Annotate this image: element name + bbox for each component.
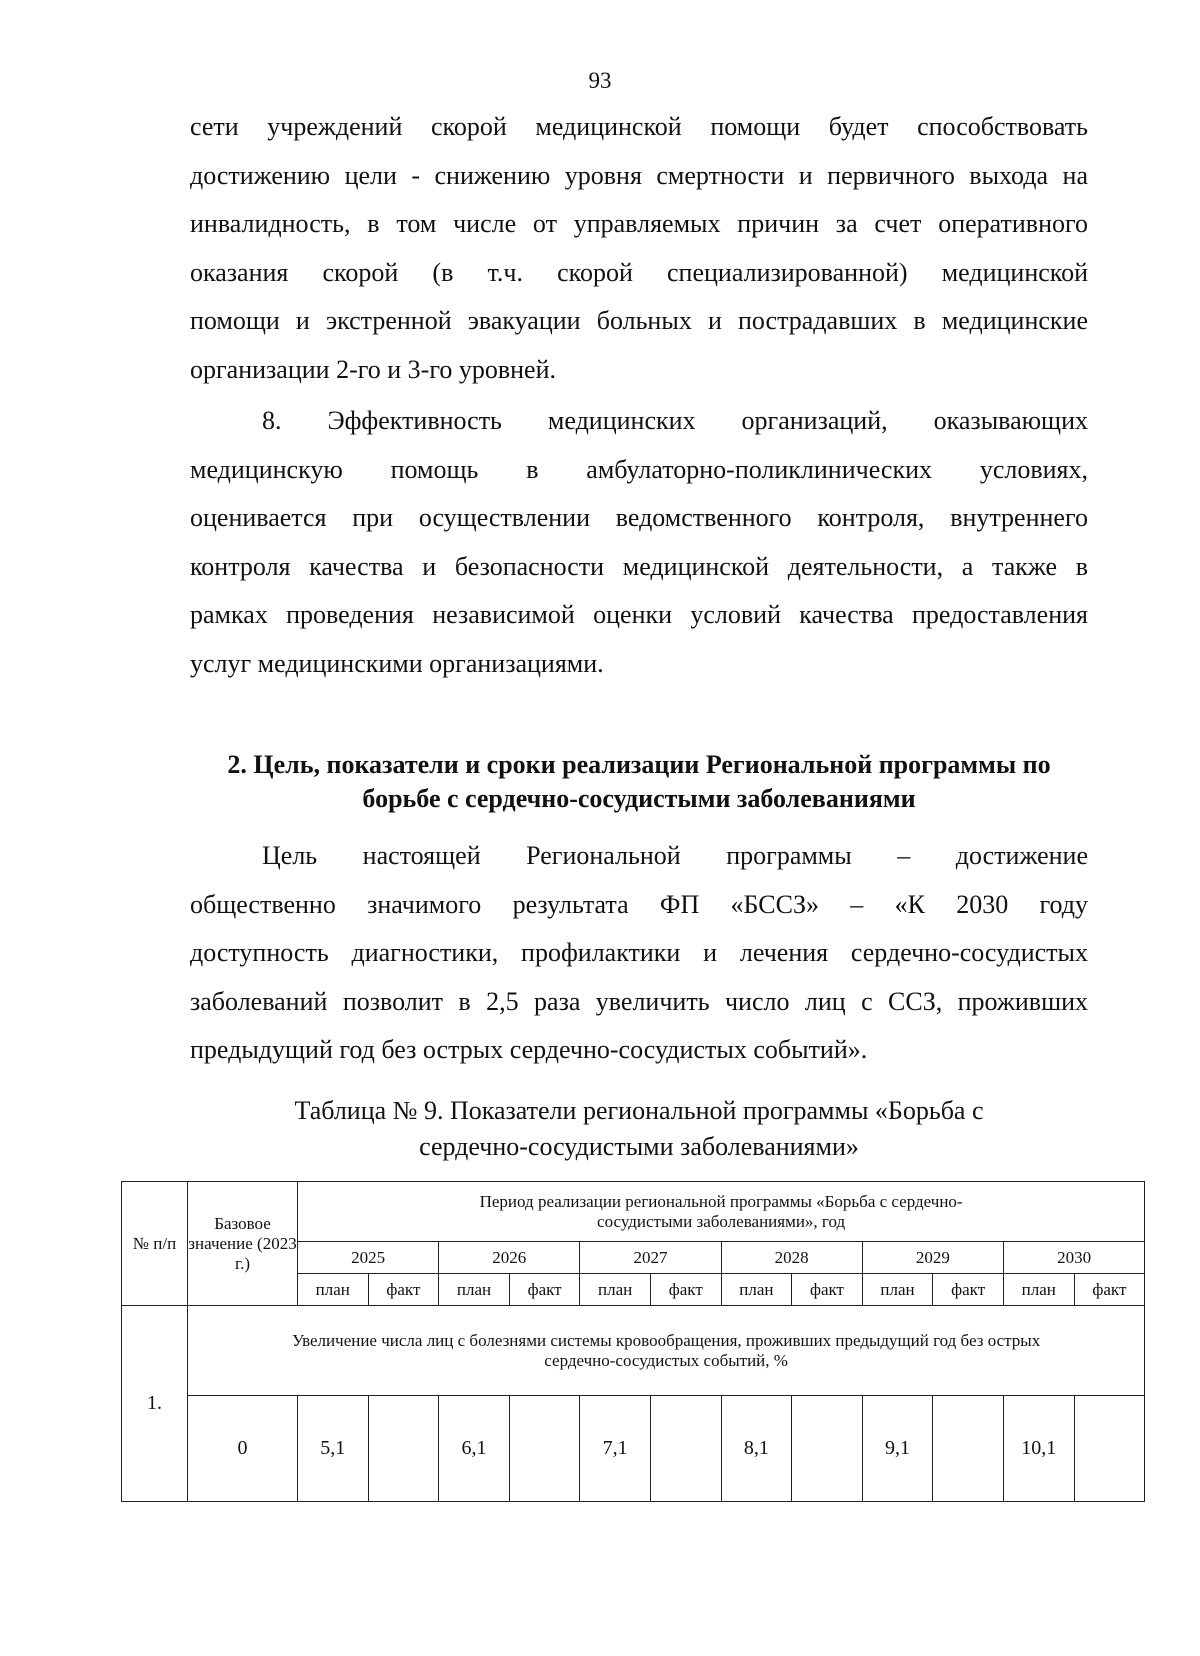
text-line: заболеваний позволит в 2,5 раза увеличить число лиц с ССЗ, проживших [190, 986, 1088, 1016]
text-line: сети учреждений скорой медицинской помощи будет способствовать [190, 112, 1088, 141]
text-line: организации 2-го и 3-го уровней. [190, 354, 556, 384]
header-plan: план [580, 1274, 651, 1306]
header-number: № п/п [122, 1182, 188, 1306]
header-plan: план [439, 1274, 510, 1306]
header-plan: план [862, 1274, 933, 1306]
fact-value [509, 1396, 580, 1502]
section-heading [190, 748, 1088, 816]
plan-value: 7,1 [580, 1396, 651, 1502]
header-fact: факт [650, 1274, 721, 1306]
plan-value: 5,1 [298, 1396, 369, 1502]
text-line: 8. Эффективность медицинских организаций, оказывающих [262, 406, 1088, 435]
heading-line: 2. Цель, показатели и сроки реализации Региональной программы по [227, 750, 1051, 779]
text-line: предыдущий год без острых сердечно-сосудистых событий». [190, 1035, 868, 1064]
header-period: Период реализации региональной программы «Борьба с сердечно-сосудистыми заболеваниями», год [298, 1182, 1145, 1242]
text-line: рамках проведения независимой оценки условий качества предоставления [190, 600, 1088, 629]
header-year: 2029 [862, 1242, 1003, 1274]
table-row [122, 1396, 1145, 1502]
fact-value [650, 1396, 721, 1502]
indicators-table [121, 1181, 1145, 1502]
header-plan: план [298, 1274, 369, 1306]
header-fact: факт [509, 1274, 580, 1306]
fact-value [368, 1396, 439, 1502]
header-year: 2025 [298, 1242, 439, 1274]
fact-value [933, 1396, 1004, 1502]
caption-line: сердечно-сосудистыми заболеваниями» [419, 1132, 859, 1161]
paragraph-efficiency [190, 397, 1088, 688]
row-number: 1. [122, 1306, 188, 1502]
fact-value [792, 1396, 863, 1502]
text-line: контроля качества и безопасности медицинской деятельности, а также в [190, 551, 1088, 581]
text-line: доступность диагностики, профилактики и лечения сердечно-сосудистых [190, 938, 1088, 967]
plan-value: 9,1 [862, 1396, 933, 1502]
text-line: оценивается при осуществлении ведомственного контроля, внутреннего [190, 503, 1088, 532]
plan-value: 10,1 [1003, 1396, 1074, 1502]
paragraph-network-effect [190, 103, 1088, 394]
page-number: 93 [588, 68, 612, 93]
header-fact: факт [933, 1274, 1004, 1306]
row-indicator: Увеличение числа лиц с болезнями системы кровообращения, проживших предыдущий год без острых сердечно-сосудистых событий, % [188, 1306, 1145, 1396]
header-fact: факт [1074, 1274, 1145, 1306]
text-line: оказания скорой (в т.ч. скорой специализированной) медицинской [190, 257, 1088, 287]
header-plan: план [1003, 1274, 1074, 1306]
header-fact: факт [368, 1274, 439, 1306]
caption-line: Таблица № 9. Показатели региональной программы «Борьба с [294, 1096, 984, 1125]
text-line: инвалидность, в том числе от управляемых причин за счет оперативного [190, 209, 1088, 238]
text-line: помощи и экстренной эвакуации больных и пострадавших в медицинские [190, 306, 1088, 335]
text-line: услуг медицинскими организациями. [190, 648, 604, 678]
plan-value: 6,1 [439, 1396, 510, 1502]
row-base-value: 0 [188, 1396, 298, 1502]
header-year: 2026 [439, 1242, 580, 1274]
text-line: достижению цели - снижению уровня смертности и первичного выхода на [190, 160, 1088, 190]
paragraph-goal [190, 832, 1088, 1075]
text-line: общественно значимого результата ФП «БССЗ» – «К 2030 году [190, 889, 1088, 919]
table-row [122, 1306, 1145, 1396]
heading-line: борьбе с сердечно-сосудистыми заболеваниями [362, 784, 916, 813]
fact-value [1074, 1396, 1145, 1502]
table-caption [190, 1093, 1088, 1165]
header-year: 2030 [1003, 1242, 1144, 1274]
header-fact: факт [792, 1274, 863, 1306]
header-year: 2027 [580, 1242, 721, 1274]
header-base-value: Базовое значение (2023 г.) [188, 1182, 298, 1306]
text-line: медицинскую помощь в амбулаторно-поликлинических условиях, [190, 454, 1088, 484]
header-year: 2028 [721, 1242, 862, 1274]
text-line: Цель настоящей Региональной программы – достижение [262, 841, 1088, 870]
plan-value: 8,1 [721, 1396, 792, 1502]
header-plan: план [721, 1274, 792, 1306]
